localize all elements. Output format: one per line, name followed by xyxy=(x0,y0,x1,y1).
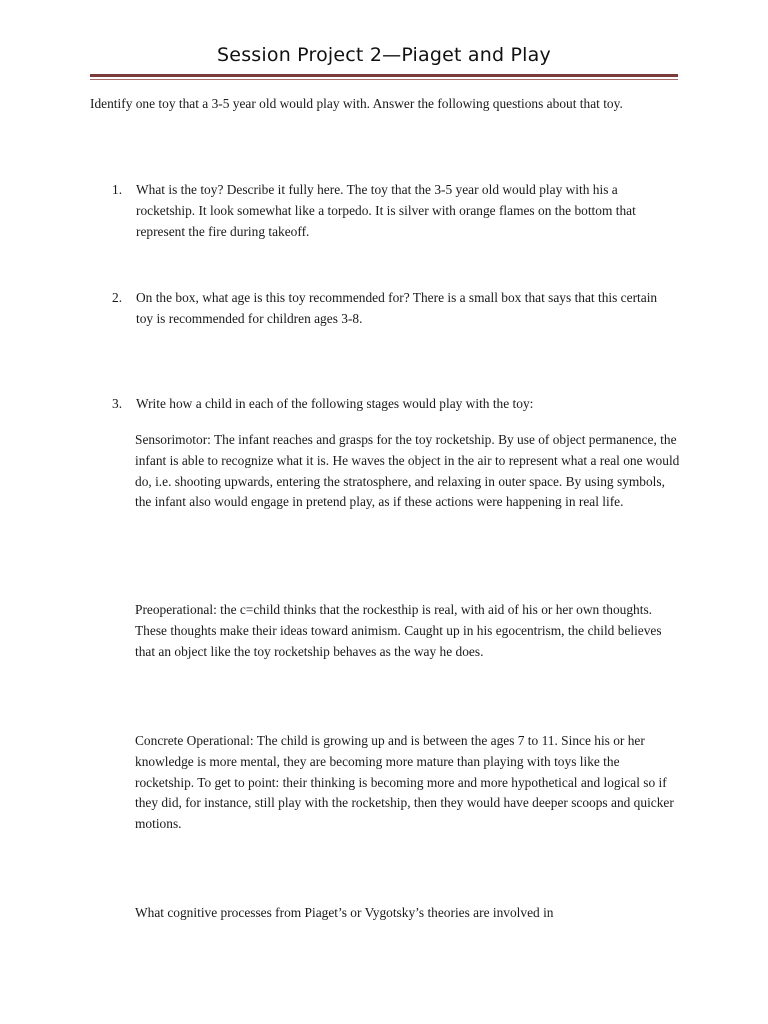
title-rule xyxy=(90,74,678,77)
title-rule-thin xyxy=(90,79,678,80)
question-3 xyxy=(112,394,672,415)
stage-concrete-operational: Concrete Operational: The child is growing up and is between the ages 7 to 11. Since his or her knowledge is more mental, they are becoming more mature than playing with toys like the rocketship. To get to point: their thinking is becoming more and more hypothetical and logical so if they did, for instance, still play with the rocketship, then they would have deeper scoops and quicker motions. xyxy=(135,733,674,832)
stage-sensorimotor: Sensorimotor: The infant reaches and grasps for the toy rocketship. By use of object permanence, the infant is able to recognize what it is. He waves the object in the air to represent what a real one would do, i.e. shooting upwards, entering the stratosphere, and relaxing in outer space. By using symbols, the infant also would engage in pretend play, as if these actions were happening in real life. xyxy=(135,432,680,510)
page-title: Session Project 2—Piaget and Play xyxy=(217,44,551,66)
question-number: 2. xyxy=(112,290,123,305)
question-text: Write how a child in each of the following stages would play with the toy: xyxy=(136,396,534,411)
question-text: What is the toy? Describe it fully here. The toy that the 3-5 year old would play with his a rocketship. It look somewhat like a torpedo. It is silver with orange flames on the bottom that represent the fire during takeoff. xyxy=(136,182,636,239)
question-text: On the box, what age is this toy recommended for? There is a small box that says that this certain toy is recommended for children ages 3-8. xyxy=(136,290,658,326)
question-1 xyxy=(112,180,672,242)
question-2 xyxy=(112,288,672,330)
intro-paragraph: Identify one toy that a 3-5 year old would play with. Answer the following questions about that toy. xyxy=(90,96,623,111)
question-number: 1. xyxy=(112,182,123,197)
question-number: 3. xyxy=(112,396,123,411)
stage-preoperational: Preoperational: the c=child thinks that the rockesthip is real, with aid of his or her own thoughts. These thoughts make their ideas toward animism. Caught up in his egocentrism, the child believes that an object like the toy rocketship behaves as the way he does. xyxy=(135,602,662,659)
cognitive-processes-prompt: What cognitive processes from Piaget’s or Vygotsky’s theories are involved in xyxy=(135,905,554,920)
